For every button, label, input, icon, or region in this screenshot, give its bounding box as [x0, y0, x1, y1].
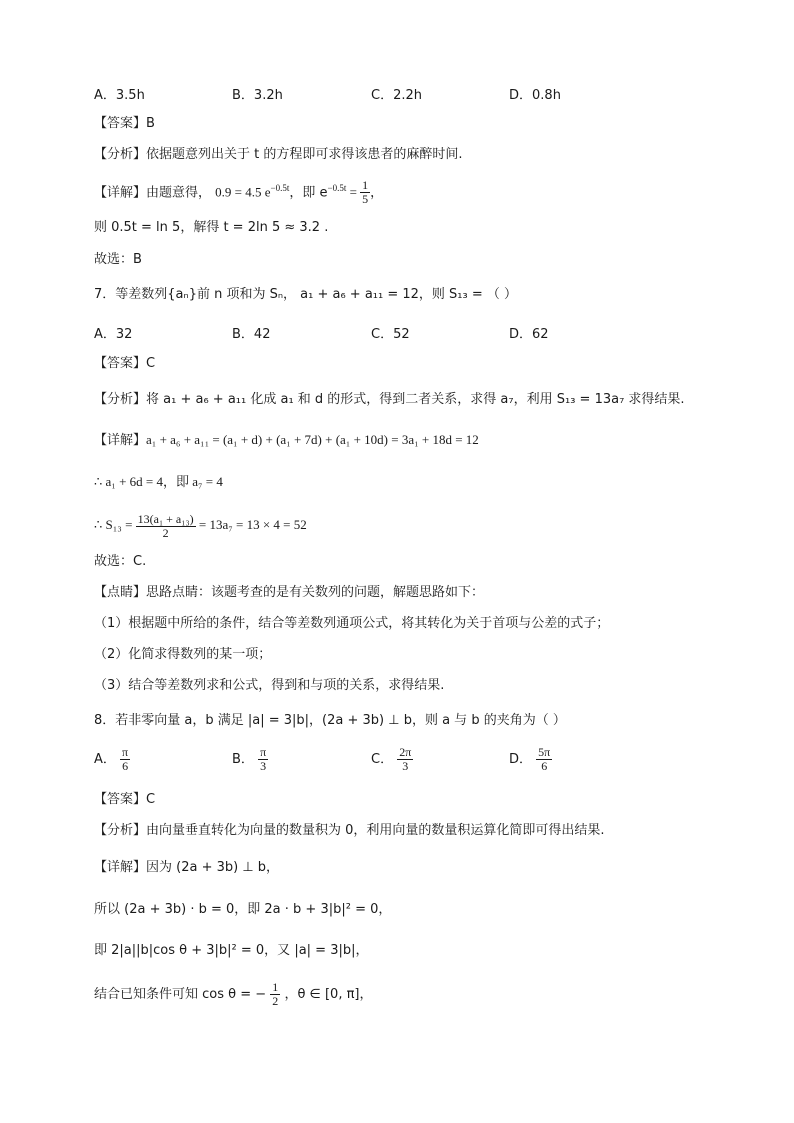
q8-option-c: C． $\frac{2\pi}{3}$	[371, 745, 412, 773]
fraction: $\frac{1}{2}$	[272, 980, 279, 1008]
q8-option-b: B． $\frac{\pi}{3}$	[232, 745, 267, 773]
q6-analysis: 【分析】依据题意列出关于 t 的方程即可求得该患者的麻醉时间.	[94, 147, 463, 162]
q7-tip-1: （1）根据题中所给的条件，结合等差数列通项公式，将其转化为关于首项与公差的式子；	[94, 616, 610, 631]
q8-line4: 结合已知条件可知 cos θ = − $\frac{1}{2}$ ，θ ∈ [0, π]，	[94, 980, 373, 1008]
q7-tip-3: （3）结合等差数列求和公式，得到和与项的关系，求得结果.	[94, 678, 445, 693]
q7-tip: 【点睛】思路点睛：该题考查的是有关数列的问题，解题思路如下：	[94, 585, 485, 600]
q7-option-a: A．32	[94, 327, 133, 342]
q8-line2: 所以 (2a + 3b) · b = 0，即 2a · b + 3|b|² = 0，	[94, 902, 392, 917]
q7-step2: ∴ a₁ + 6d = 4，即 a₇ = 4	[94, 474, 223, 489]
q7-choose: 故选：C.	[94, 554, 147, 569]
q8-analysis: 【分析】由向量垂直转化为向量的数量积为 0，利用向量的数量积运算化简即可得出结果.	[94, 823, 605, 838]
q6-option-a: A．3.5h	[94, 88, 145, 103]
q8-option-a: A． $\frac{\pi}{6}$	[94, 745, 129, 773]
q6-option-c: C．2.2h	[371, 88, 422, 103]
q6-option-d: D．0.8h	[509, 88, 561, 103]
q7-detail: 【详解】a₁ + a₆ + a₁₁ = (a₁ + d) + (a₁ + 7d) + (a₁ + 10d) = 3a₁ + 18d = 12	[94, 432, 479, 448]
q7-answer: 【答案】C	[94, 356, 156, 371]
q6-option-b: B．3.2h	[232, 88, 283, 103]
q6-detail-line2: 则 0.5t = ln 5，解得 t = 2ln 5 ≈ 3.2 .	[94, 220, 329, 235]
q7-tip-2: （2）化简求得数列的某一项；	[94, 647, 272, 662]
q8-stem: 8．若非零向量 a，b 满足 |a| = 3|b|，(2a + 3b) ⊥ b，则 a 与 b 的夹角为（ ）	[94, 713, 566, 728]
q8-line3: 即 2|a||b|cos θ + 3|b|² = 0，又 |a| = 3|b|，	[94, 943, 369, 958]
q7-option-b: B．42	[232, 327, 271, 342]
q7-option-d: D．62	[509, 327, 549, 342]
q7-stem: 7．等差数列{aₙ}前 n 项和为 Sₙ， a₁ + a₆ + a₁₁ = 12，则 S₁₃ = （ ）	[94, 287, 518, 302]
q8-detail: 【详解】因为 (2a + 3b) ⊥ b，	[94, 860, 280, 875]
q7-step3: ∴ S₁₃ = $\frac{\text{13(a₁ + a₁₃)}}{2}$ = 13a₇ = 13 × 4 = 52	[94, 511, 307, 540]
fraction: $\frac{1}{5}$	[362, 178, 369, 207]
q6-detail: 【详解】由题意得， 0.9 = 4.5 $e^{-0.5t}$，即 $e^{-0.5t}$ = $\frac{1}{5}$ ，	[94, 178, 384, 207]
fraction: $\frac{\text{13(a₁ + a₁₃)}}{2}$	[137, 511, 194, 540]
q7-analysis: 【分析】将 a₁ + a₆ + a₁₁ 化成 a₁ 和 d 的形式，得到二者关系，求得 a₇，利用 S₁₃ = 13a₇ 求得结果.	[94, 392, 685, 407]
q8-option-d: D． $\frac{5\pi}{6}$	[509, 745, 551, 773]
q8-answer: 【答案】C	[94, 792, 156, 807]
q7-option-c: C．52	[371, 327, 410, 342]
q6-answer: 【答案】B	[94, 116, 155, 131]
q6-choose: 故选：B	[94, 252, 142, 267]
